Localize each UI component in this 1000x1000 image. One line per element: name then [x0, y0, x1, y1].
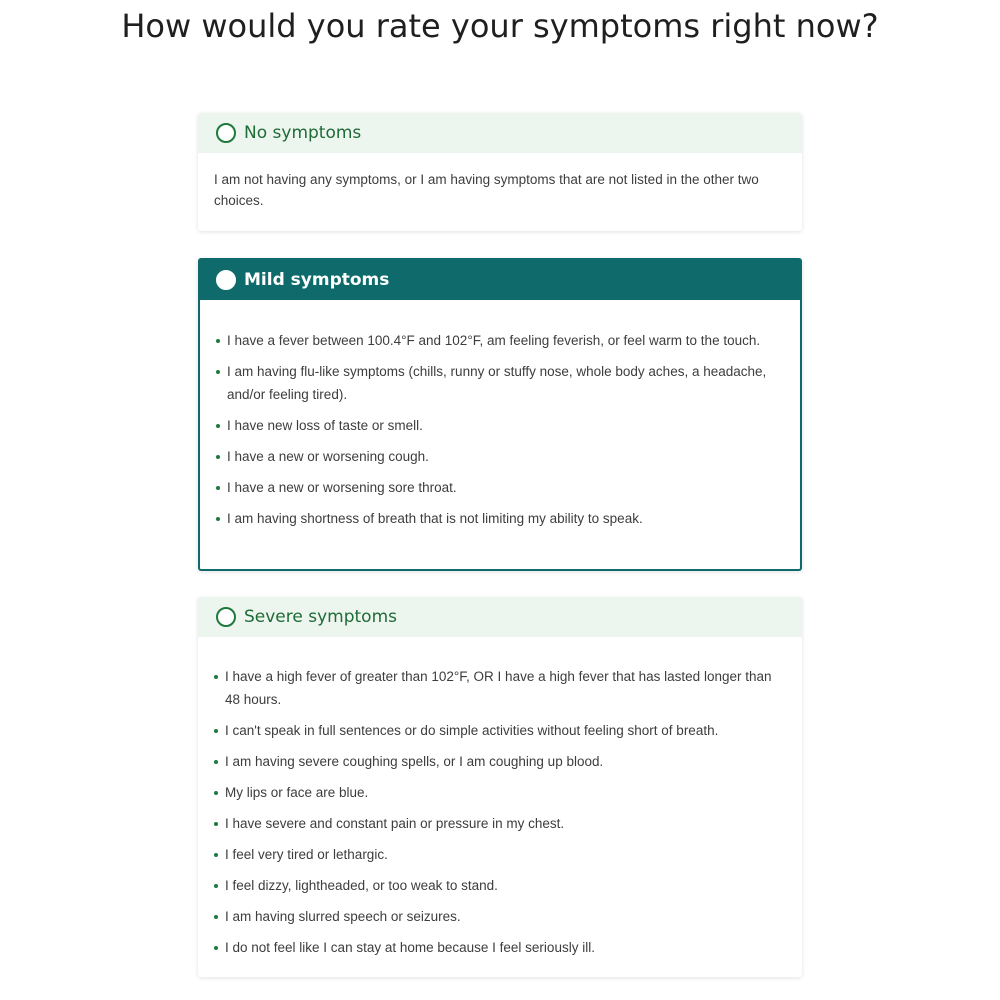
list-item: I have new loss of taste or smell. — [216, 414, 782, 437]
list-item: I am having severe coughing spells, or I am coughing up blood. — [214, 750, 784, 773]
option-severe-symptoms[interactable] — [198, 597, 802, 977]
option-description: I am not having any symptoms, or I am having symptoms that are not listed in the other two choices. — [214, 172, 759, 208]
list-item: I am having shortness of breath that is not limiting my ability to speak. — [216, 507, 782, 530]
list-item: I am having slurred speech or seizures. — [214, 905, 784, 928]
radio-icon[interactable] — [216, 123, 236, 143]
page-title: How would you rate your symptoms right now? — [121, 7, 879, 45]
option-header[interactable] — [198, 597, 802, 637]
list-item: I have a new or worsening sore throat. — [216, 476, 782, 499]
symptom-list — [198, 637, 802, 959]
list-item: I have a fever between 100.4°F and 102°F, am feeling feverish, or feel warm to the touch. — [216, 329, 782, 352]
list-item: I have a high fever of greater than 102°F, OR I have a high fever that has lasted longer than 48 hours. — [214, 665, 784, 711]
option-label: Mild symptoms — [244, 270, 390, 290]
list-item: I do not feel like I can stay at home because I feel seriously ill. — [214, 936, 784, 959]
option-header[interactable] — [198, 113, 802, 153]
list-item: I have severe and constant pain or pressure in my chest. — [214, 812, 784, 835]
radio-icon[interactable] — [216, 270, 236, 290]
option-label: No symptoms — [244, 123, 362, 143]
symptom-list — [200, 300, 800, 530]
list-item: My lips or face are blue. — [214, 781, 784, 804]
radio-icon[interactable] — [216, 607, 236, 627]
list-item: I have a new or worsening cough. — [216, 445, 782, 468]
option-mild-symptoms[interactable] — [198, 258, 802, 571]
option-no-symptoms[interactable] — [198, 113, 802, 231]
list-item: I feel very tired or lethargic. — [214, 843, 784, 866]
list-item: I can't speak in full sentences or do simple activities without feeling short of breath. — [214, 719, 784, 742]
option-label: Severe symptoms — [244, 607, 397, 627]
option-header[interactable] — [200, 260, 800, 300]
list-item: I am having flu-like symptoms (chills, runny or stuffy nose, whole body aches, a headache, and/or feeling tired). — [216, 360, 782, 406]
list-item: I feel dizzy, lightheaded, or too weak to stand. — [214, 874, 784, 897]
